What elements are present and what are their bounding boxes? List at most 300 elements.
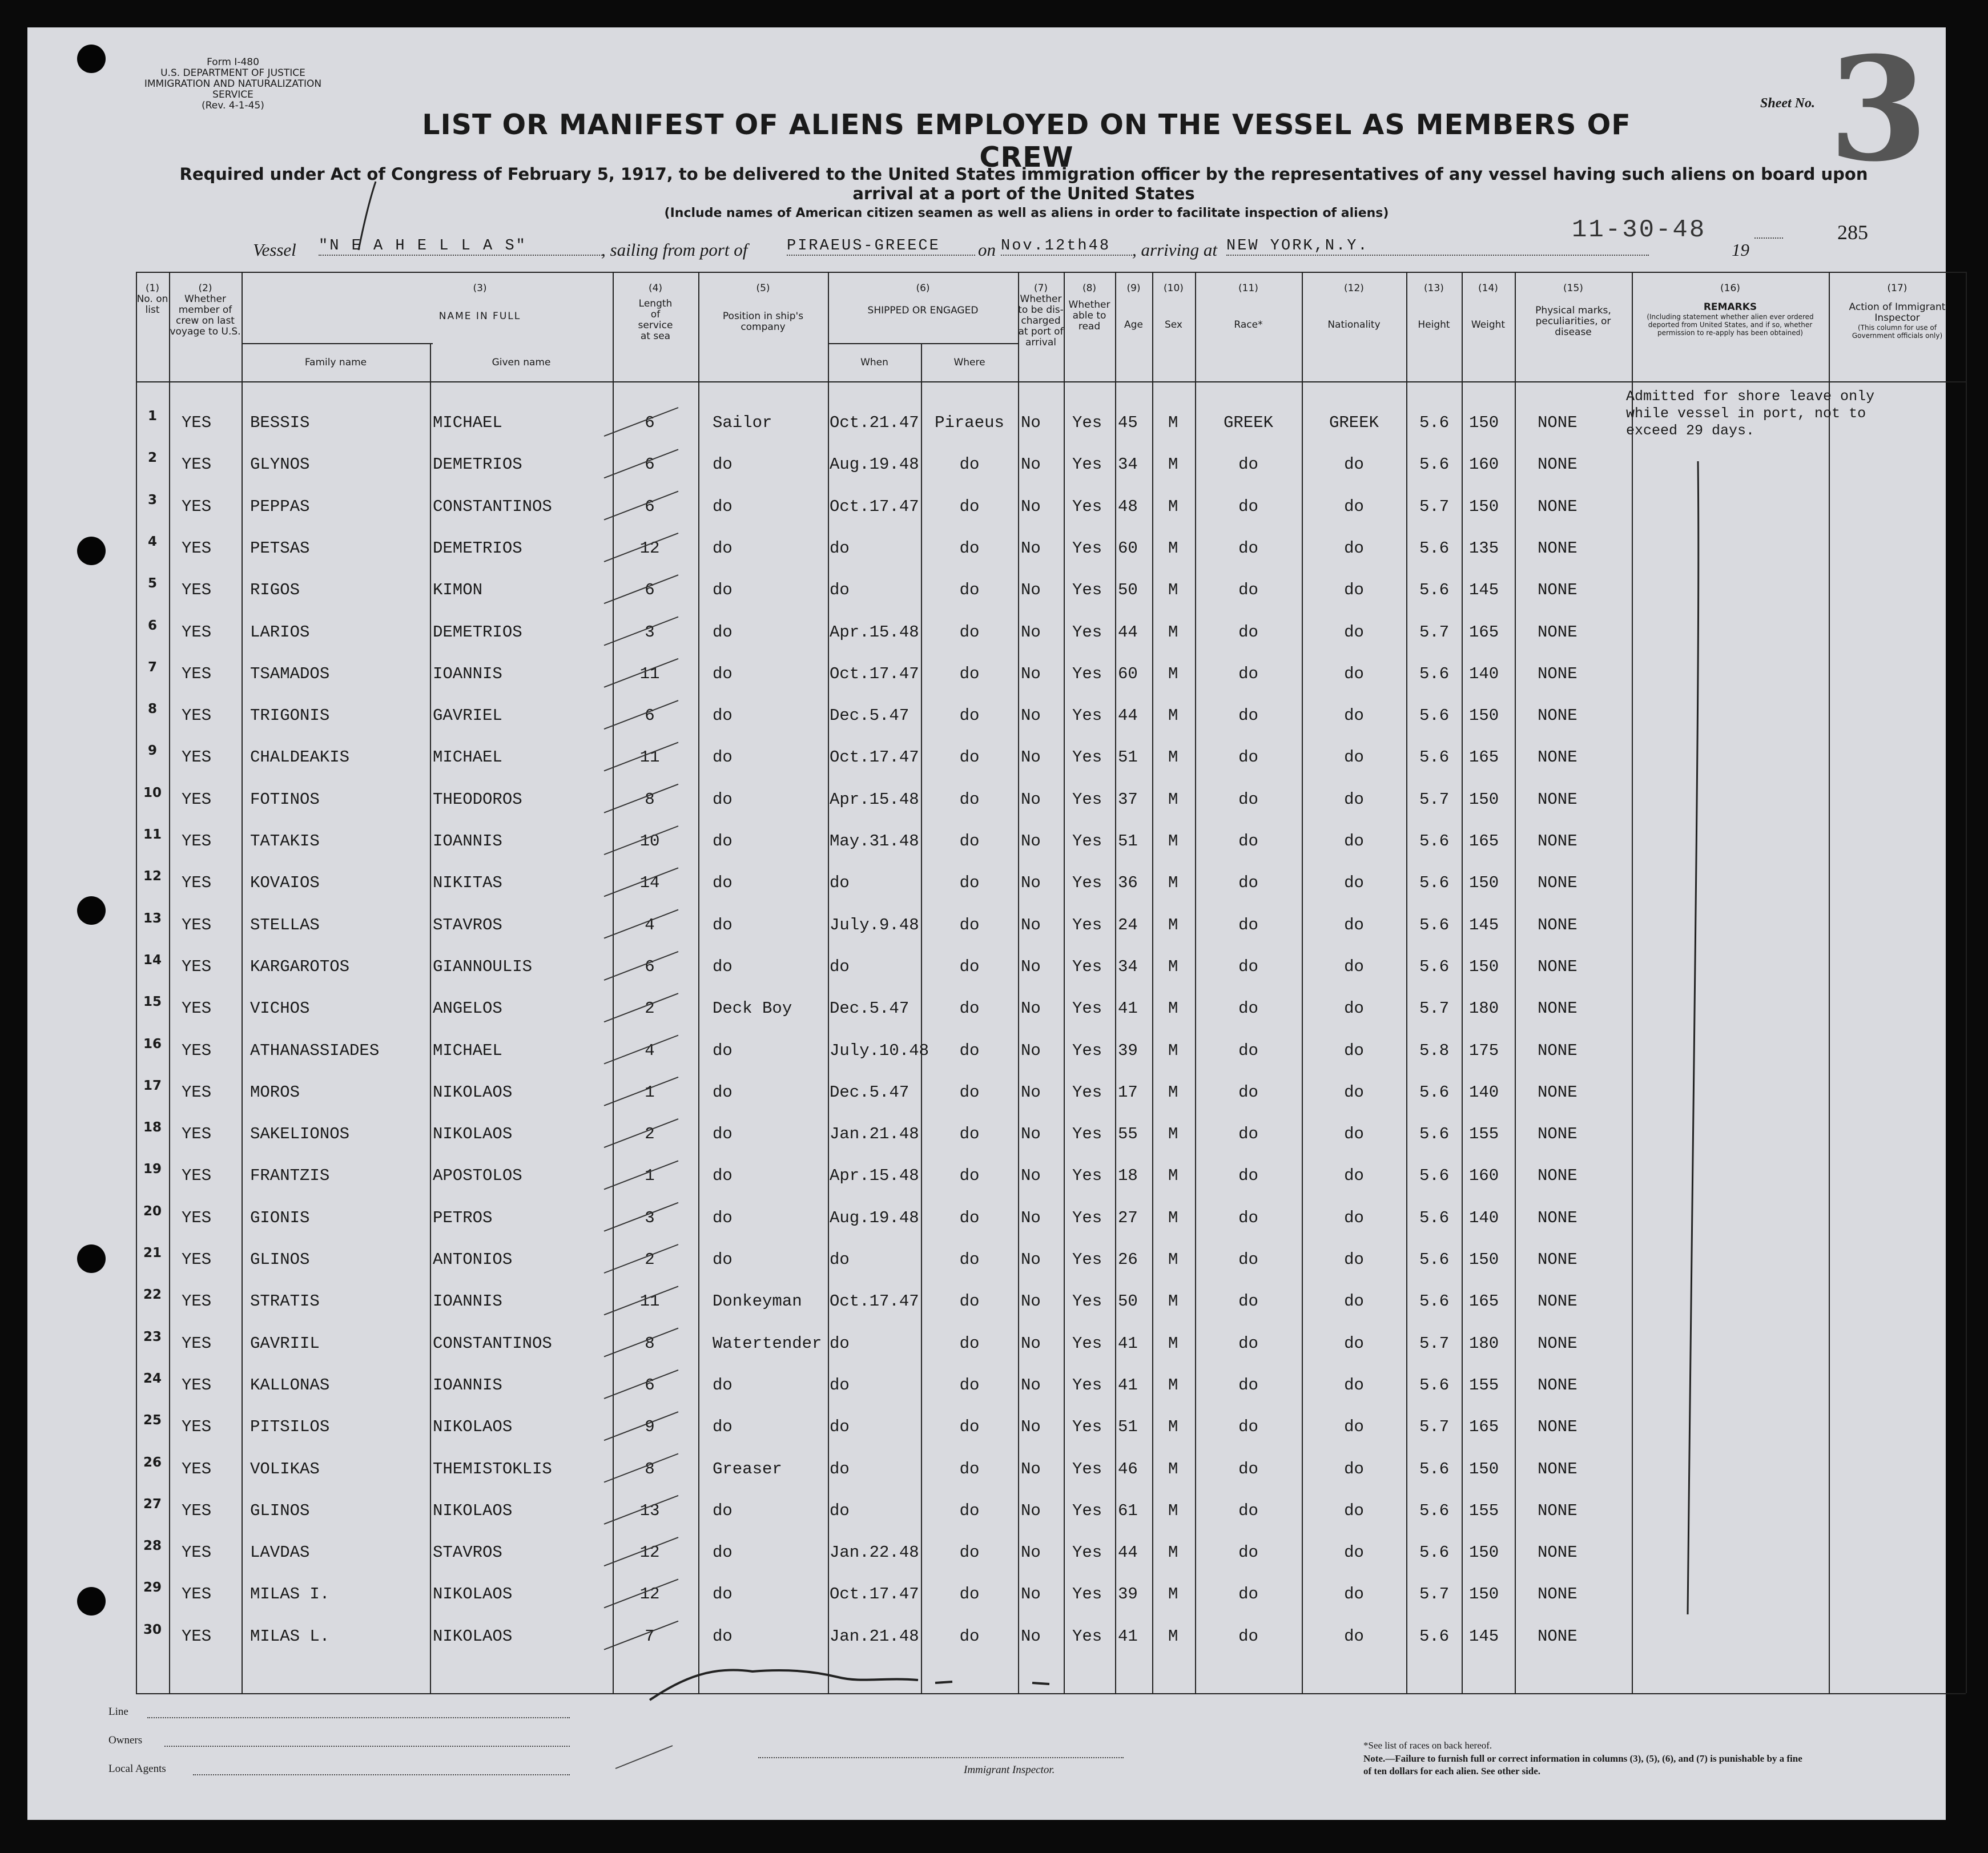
cell-marks: NONE <box>1538 789 1577 809</box>
cell-family: GIONIS <box>250 1208 310 1227</box>
cell-last: YES <box>182 915 212 934</box>
cell-nationality: do <box>1344 748 1364 767</box>
cell-last: YES <box>182 789 212 809</box>
row-number: 15 <box>143 994 162 1010</box>
cell-given: THEMISTOKLIS <box>433 1459 552 1479</box>
port-from: PIRAEUS-GREECE <box>787 237 975 256</box>
cell-service: 2 <box>645 999 655 1018</box>
cell-sex: M <box>1168 413 1178 432</box>
cell-age: 60 <box>1118 538 1138 558</box>
service-tick-mark <box>604 700 678 729</box>
cell-height: 5.6 <box>1419 706 1450 726</box>
cell-nationality: GREEK <box>1329 413 1379 432</box>
cell-last: YES <box>182 748 212 767</box>
sheet-number: 3 <box>1829 25 1928 193</box>
cell-where: do <box>959 1543 980 1562</box>
cell-service: 4 <box>645 1041 655 1060</box>
cell-sex: M <box>1168 1459 1178 1479</box>
cell-sex: M <box>1168 1543 1178 1562</box>
cell-discharged: No <box>1021 1334 1041 1353</box>
cell-marks: NONE <box>1538 832 1577 851</box>
cell-where: do <box>959 706 980 726</box>
cell-sex: M <box>1168 1208 1178 1227</box>
cell-nationality: do <box>1344 1501 1364 1520</box>
cell-last: YES <box>182 1334 212 1353</box>
service-tick-mark <box>604 1161 678 1189</box>
cell-race: do <box>1238 1626 1258 1646</box>
cell-family: VICHOS <box>250 999 310 1018</box>
service-tick-mark <box>604 826 678 855</box>
cell-position: do <box>713 1208 733 1227</box>
row-number: 2 <box>147 450 157 466</box>
cell-sex: M <box>1168 789 1178 809</box>
row-number: 29 <box>143 1580 162 1596</box>
pen-mark <box>615 1746 673 1769</box>
cell-when: Jan.21.48 <box>830 1626 919 1646</box>
cell-marks: NONE <box>1538 497 1577 516</box>
cell-race: do <box>1238 706 1258 726</box>
cell-weight: 180 <box>1469 1334 1499 1353</box>
cell-weight: 150 <box>1469 1543 1499 1562</box>
row-number: 16 <box>143 1036 162 1052</box>
cell-age: 45 <box>1118 413 1138 432</box>
cell-discharged: No <box>1021 1585 1041 1604</box>
cell-age: 50 <box>1118 1292 1138 1311</box>
cell-height: 5.6 <box>1419 1626 1450 1646</box>
cell-age: 41 <box>1118 1626 1138 1646</box>
cell-discharged: No <box>1021 1626 1041 1646</box>
cell-marks: NONE <box>1538 1417 1577 1437</box>
cell-discharged: No <box>1021 1250 1041 1269</box>
cell-last: YES <box>182 1585 212 1604</box>
cell-sex: M <box>1168 622 1178 642</box>
sail-date: Nov.12th48 <box>1001 237 1132 256</box>
cell-race: do <box>1238 1501 1258 1520</box>
cell-family: KOVAIOS <box>250 873 320 893</box>
cell-sex: M <box>1168 1334 1178 1353</box>
cell-last: YES <box>182 1292 212 1311</box>
row-number: 28 <box>143 1538 162 1554</box>
cell-height: 5.6 <box>1419 581 1450 600</box>
cell-read: Yes <box>1072 413 1102 432</box>
cell-when: do <box>830 1250 850 1269</box>
cell-read: Yes <box>1072 1166 1102 1186</box>
cell-nationality: do <box>1344 1334 1364 1353</box>
cell-sex: M <box>1168 957 1178 976</box>
cell-height: 5.6 <box>1419 1375 1450 1395</box>
cell-where: do <box>959 873 980 893</box>
cell-height: 5.7 <box>1419 999 1450 1018</box>
cell-given: ANTONIOS <box>433 1250 513 1269</box>
cell-age: 50 <box>1118 581 1138 600</box>
cell-discharged: No <box>1021 1543 1041 1562</box>
cell-weight: 150 <box>1469 1459 1499 1479</box>
cell-last: YES <box>182 455 212 474</box>
cell-read: Yes <box>1072 915 1102 934</box>
cell-race: do <box>1238 1082 1258 1102</box>
cell-family: ATHANASSIADES <box>250 1041 380 1060</box>
cell-weight: 160 <box>1469 455 1499 474</box>
cell-nationality: do <box>1344 622 1364 642</box>
cell-given: MICHAEL <box>433 1041 502 1060</box>
cell-last: YES <box>182 622 212 642</box>
cell-last: YES <box>182 581 212 600</box>
cell-marks: NONE <box>1538 873 1577 893</box>
col6-header: (6) SHIPPED OR ENGAGED <box>867 283 979 316</box>
cell-discharged: No <box>1021 1417 1041 1437</box>
line-label: Line <box>108 1706 128 1718</box>
cell-marks: NONE <box>1538 1292 1577 1311</box>
cell-where: do <box>959 1459 980 1479</box>
service-tick-mark <box>604 784 678 813</box>
cell-discharged: No <box>1021 1082 1041 1102</box>
cell-race: do <box>1238 664 1258 683</box>
cell-weight: 140 <box>1469 1208 1499 1227</box>
inspector-field <box>758 1757 1124 1758</box>
cell-read: Yes <box>1072 1041 1102 1060</box>
cell-position: Sailor <box>713 413 772 432</box>
cell-discharged: No <box>1021 1166 1041 1186</box>
cell-when: May.31.48 <box>830 832 919 851</box>
cell-family: PITSILOS <box>250 1417 330 1437</box>
cell-weight: 135 <box>1469 538 1499 558</box>
cell-discharged: No <box>1021 789 1041 809</box>
cell-last: YES <box>182 497 212 516</box>
vessel-label: Vessel <box>253 240 296 260</box>
service-tick-mark <box>604 868 678 896</box>
row-number: 23 <box>143 1329 162 1344</box>
cell-height: 5.8 <box>1419 1041 1450 1060</box>
col16-header: (16) REMARKS (Including statement whether alien ever ordered deported from United States, and if so, whether permission to re-apply has been obtained) <box>1647 283 1814 337</box>
cell-last: YES <box>182 413 212 432</box>
cell-read: Yes <box>1072 1543 1102 1562</box>
cell-position: do <box>713 664 733 683</box>
cell-when: do <box>830 1501 850 1520</box>
cell-position: do <box>713 1501 733 1520</box>
cell-last: YES <box>182 664 212 683</box>
cell-read: Yes <box>1072 1208 1102 1227</box>
cell-family: PEPPAS <box>250 497 310 516</box>
cell-position: do <box>713 581 733 600</box>
cell-nationality: do <box>1344 1543 1364 1562</box>
cell-family: BESSIS <box>250 413 310 432</box>
cell-race: do <box>1238 1334 1258 1353</box>
cell-race: do <box>1238 873 1258 893</box>
cell-race: do <box>1238 748 1258 767</box>
cell-service: 1 <box>645 1166 655 1186</box>
cell-when: do <box>830 538 850 558</box>
cell-nationality: do <box>1344 1417 1364 1437</box>
col5-header: (5) Position in ship's company <box>722 283 804 333</box>
cell-given: NIKOLAOS <box>433 1417 513 1437</box>
cell-weight: 150 <box>1469 706 1499 726</box>
cell-sex: M <box>1168 1626 1178 1646</box>
cell-weight: 160 <box>1469 1166 1499 1186</box>
cell-position: Watertender <box>713 1334 822 1353</box>
cell-height: 5.6 <box>1419 538 1450 558</box>
cell-given: NIKOLAOS <box>433 1501 513 1520</box>
cell-discharged: No <box>1021 1375 1041 1395</box>
vessel-name: "N E A H E L L A S" <box>319 237 604 256</box>
cell-read: Yes <box>1072 622 1102 642</box>
cell-position: do <box>713 1125 733 1144</box>
penalty-note: Note.—Failure to furnish full or correct information in columns (3), (5), (6), and (7) is punishable by a fine of ten dollars for each alien. See other side. <box>1363 1753 1802 1777</box>
on-label: on <box>978 240 996 260</box>
cell-sex: M <box>1168 915 1178 934</box>
cell-family: MILAS L. <box>250 1626 330 1646</box>
cell-family: CHALDEAKIS <box>250 748 350 767</box>
cell-given: DEMETRIOS <box>433 538 522 558</box>
cell-age: 44 <box>1118 622 1138 642</box>
cell-service: 6 <box>645 497 655 516</box>
cell-family: PETSAS <box>250 538 310 558</box>
cell-weight: 145 <box>1469 915 1499 934</box>
initial-mark <box>359 182 376 250</box>
cell-when: do <box>830 873 850 893</box>
cell-position: do <box>713 1166 733 1186</box>
cell-read: Yes <box>1072 664 1102 683</box>
cell-nationality: do <box>1344 789 1364 809</box>
cell-position: do <box>713 706 733 726</box>
cell-when: Aug.19.48 <box>830 1208 919 1227</box>
service-tick-mark <box>604 617 678 646</box>
inspector-label: Immigrant Inspector. <box>964 1764 1055 1776</box>
service-tick-mark <box>604 1077 678 1106</box>
cell-read: Yes <box>1072 455 1102 474</box>
cell-age: 44 <box>1118 706 1138 726</box>
row-number: 12 <box>143 869 162 884</box>
cell-service: 8 <box>645 789 655 809</box>
arrival-date: 11-30-48 <box>1572 216 1707 244</box>
cell-age: 46 <box>1118 1459 1138 1479</box>
cell-marks: NONE <box>1538 1543 1577 1562</box>
col15-header: (15) Physical marks, peculiarities, or disease <box>1535 283 1611 338</box>
cell-service: 6 <box>645 413 655 432</box>
cell-marks: NONE <box>1538 413 1577 432</box>
cell-age: 34 <box>1118 455 1138 474</box>
line-field <box>147 1717 570 1718</box>
cell-where: do <box>959 1334 980 1353</box>
cell-race: do <box>1238 1292 1258 1311</box>
cell-nationality: do <box>1344 1125 1364 1144</box>
cell-family: STRATIS <box>250 1292 320 1311</box>
form-service: IMMIGRATION AND NATURALIZATION SERVICE <box>144 78 322 100</box>
cell-service: 6 <box>645 1375 655 1395</box>
cell-weight: 165 <box>1469 1292 1499 1311</box>
service-tick-mark <box>604 659 678 687</box>
cell-age: 36 <box>1118 873 1138 893</box>
cell-when: July.9.48 <box>830 915 919 934</box>
service-tick-mark <box>604 1537 678 1566</box>
cell-height: 5.7 <box>1419 497 1450 516</box>
cell-when: Jan.22.48 <box>830 1543 919 1562</box>
cell-weight: 140 <box>1469 664 1499 683</box>
cell-when: Oct.17.47 <box>830 664 919 683</box>
cell-race: do <box>1238 915 1258 934</box>
cell-marks: NONE <box>1538 748 1577 767</box>
cell-age: 39 <box>1118 1041 1138 1060</box>
include-note: (Include names of American citizen seamen as well as aliens in order to facilitate inspection of aliens) <box>664 206 1389 220</box>
given-name-header: Given name <box>492 357 551 368</box>
cell-service: 11 <box>639 1292 660 1311</box>
cell-family: RIGOS <box>250 581 300 600</box>
cell-sex: M <box>1168 748 1178 767</box>
cell-position: do <box>713 832 733 851</box>
cell-marks: NONE <box>1538 1459 1577 1479</box>
row-number: 22 <box>143 1287 162 1303</box>
local-agents-field <box>193 1774 570 1775</box>
cell-where: do <box>959 1208 980 1227</box>
port-to: NEW YORK,N.Y. <box>1226 237 1649 256</box>
cell-age: 61 <box>1118 1501 1138 1520</box>
cell-age: 41 <box>1118 999 1138 1018</box>
cell-height: 5.6 <box>1419 1250 1450 1269</box>
cell-read: Yes <box>1072 1334 1102 1353</box>
cell-service: 3 <box>645 622 655 642</box>
cell-position: Donkeyman <box>713 1292 802 1311</box>
service-tick-mark <box>604 1244 678 1273</box>
cell-weight: 155 <box>1469 1125 1499 1144</box>
cell-when: Oct.17.47 <box>830 497 919 516</box>
row-number: 1 <box>147 409 157 424</box>
cell-read: Yes <box>1072 999 1102 1018</box>
cell-age: 24 <box>1118 915 1138 934</box>
cell-nationality: do <box>1344 832 1364 851</box>
family-name-header: Family name <box>304 357 367 368</box>
cell-position: do <box>713 957 733 976</box>
cell-where: do <box>959 1041 980 1060</box>
service-tick-mark <box>604 1621 678 1650</box>
cell-when: Dec.5.47 <box>830 999 910 1018</box>
cell-service: 6 <box>645 706 655 726</box>
cell-discharged: No <box>1021 664 1041 683</box>
owners-label: Owners <box>108 1734 143 1746</box>
cell-race: do <box>1238 1459 1258 1479</box>
page-title: LIST OR MANIFEST OF ALIENS EMPLOYED ON THE VESSEL AS MEMBERS OF CREW <box>422 108 1631 174</box>
cell-when: Apr.15.48 <box>830 622 919 642</box>
cell-given: NIKOLAOS <box>433 1082 513 1102</box>
cell-discharged: No <box>1021 706 1041 726</box>
cell-nationality: do <box>1344 1626 1364 1646</box>
cell-read: Yes <box>1072 957 1102 976</box>
cell-height: 5.6 <box>1419 413 1450 432</box>
cell-where: do <box>959 538 980 558</box>
cell-service: 8 <box>645 1459 655 1479</box>
cell-marks: NONE <box>1538 1626 1577 1646</box>
cell-age: 48 <box>1118 497 1138 516</box>
cell-weight: 150 <box>1469 1585 1499 1604</box>
cell-last: YES <box>182 957 212 976</box>
cell-height: 5.6 <box>1419 873 1450 893</box>
cell-height: 5.6 <box>1419 957 1450 976</box>
cell-last: YES <box>182 1375 212 1395</box>
cell-marks: NONE <box>1538 1125 1577 1144</box>
cell-weight: 165 <box>1469 748 1499 767</box>
cell-nationality: do <box>1344 1208 1364 1227</box>
cell-when: Apr.15.48 <box>830 789 919 809</box>
cell-given: IOANNIS <box>433 1375 502 1395</box>
punch-hole <box>77 1587 106 1616</box>
cell-given: DEMETRIOS <box>433 455 522 474</box>
cell-last: YES <box>182 1208 212 1227</box>
cell-discharged: No <box>1021 748 1041 767</box>
cell-race: do <box>1238 538 1258 558</box>
cell-nationality: do <box>1344 497 1364 516</box>
row-number: 8 <box>147 702 157 717</box>
cell-where: do <box>959 664 980 683</box>
cell-read: Yes <box>1072 1375 1102 1395</box>
cell-marks: NONE <box>1538 706 1577 726</box>
stamp-number: 285 <box>1837 221 1868 244</box>
cell-service: 6 <box>645 581 655 600</box>
cell-where: do <box>959 957 980 976</box>
cell-weight: 165 <box>1469 622 1499 642</box>
col1-header: (1) No. on list <box>136 283 168 316</box>
cell-marks: NONE <box>1538 1334 1577 1353</box>
cell-discharged: No <box>1021 497 1041 516</box>
owners-field <box>164 1746 570 1747</box>
cell-read: Yes <box>1072 873 1102 893</box>
manifest-sheet <box>27 27 1946 1820</box>
cell-when: Oct.21.47 <box>830 413 919 432</box>
col14-header: (14) Weight <box>1471 283 1506 331</box>
cell-marks: NONE <box>1538 622 1577 642</box>
cell-read: Yes <box>1072 497 1102 516</box>
service-tick-mark <box>604 1203 678 1231</box>
cell-sex: M <box>1168 538 1178 558</box>
row-number: 7 <box>147 659 157 675</box>
cell-service: 1 <box>645 1082 655 1102</box>
cell-family: FOTINOS <box>250 789 320 809</box>
cell-given: GIANNOULIS <box>433 957 533 976</box>
cell-discharged: No <box>1021 832 1041 851</box>
cell-position: do <box>713 1375 733 1395</box>
cell-position: do <box>713 622 733 642</box>
col17-header: (17) Action of Immigrant Inspector (This column for use of Government officials only) <box>1849 283 1946 340</box>
cell-where: do <box>959 1125 980 1144</box>
cell-weight: 165 <box>1469 1417 1499 1437</box>
cell-nationality: do <box>1344 1250 1364 1269</box>
cell-sex: M <box>1168 664 1178 683</box>
inspector-signature <box>650 1670 1049 1700</box>
cell-position: do <box>713 748 733 767</box>
cell-weight: 140 <box>1469 1082 1499 1102</box>
cell-age: 18 <box>1118 1166 1138 1186</box>
cell-height: 5.7 <box>1419 622 1450 642</box>
cell-height: 5.6 <box>1419 664 1450 683</box>
cell-height: 5.7 <box>1419 1334 1450 1353</box>
cell-last: YES <box>182 1626 212 1646</box>
cell-height: 5.6 <box>1419 1543 1450 1562</box>
cell-marks: NONE <box>1538 957 1577 976</box>
cell-sex: M <box>1168 1292 1178 1311</box>
cell-weight: 155 <box>1469 1501 1499 1520</box>
cell-service: 10 <box>639 832 660 851</box>
cell-age: 37 <box>1118 789 1138 809</box>
cell-family: GAVRIIL <box>250 1334 320 1353</box>
cell-marks: NONE <box>1538 1082 1577 1102</box>
cell-where: do <box>959 1626 980 1646</box>
cell-position: do <box>713 873 733 893</box>
cell-position: Deck Boy <box>713 999 792 1018</box>
cell-given: CONSTANTINOS <box>433 1334 552 1353</box>
arriving-label: , arriving at <box>1132 240 1217 260</box>
cell-family: GLYNOS <box>250 455 310 474</box>
cell-discharged: No <box>1021 1501 1041 1520</box>
cell-last: YES <box>182 999 212 1018</box>
cell-read: Yes <box>1072 1125 1102 1144</box>
row-number: 17 <box>143 1078 162 1093</box>
